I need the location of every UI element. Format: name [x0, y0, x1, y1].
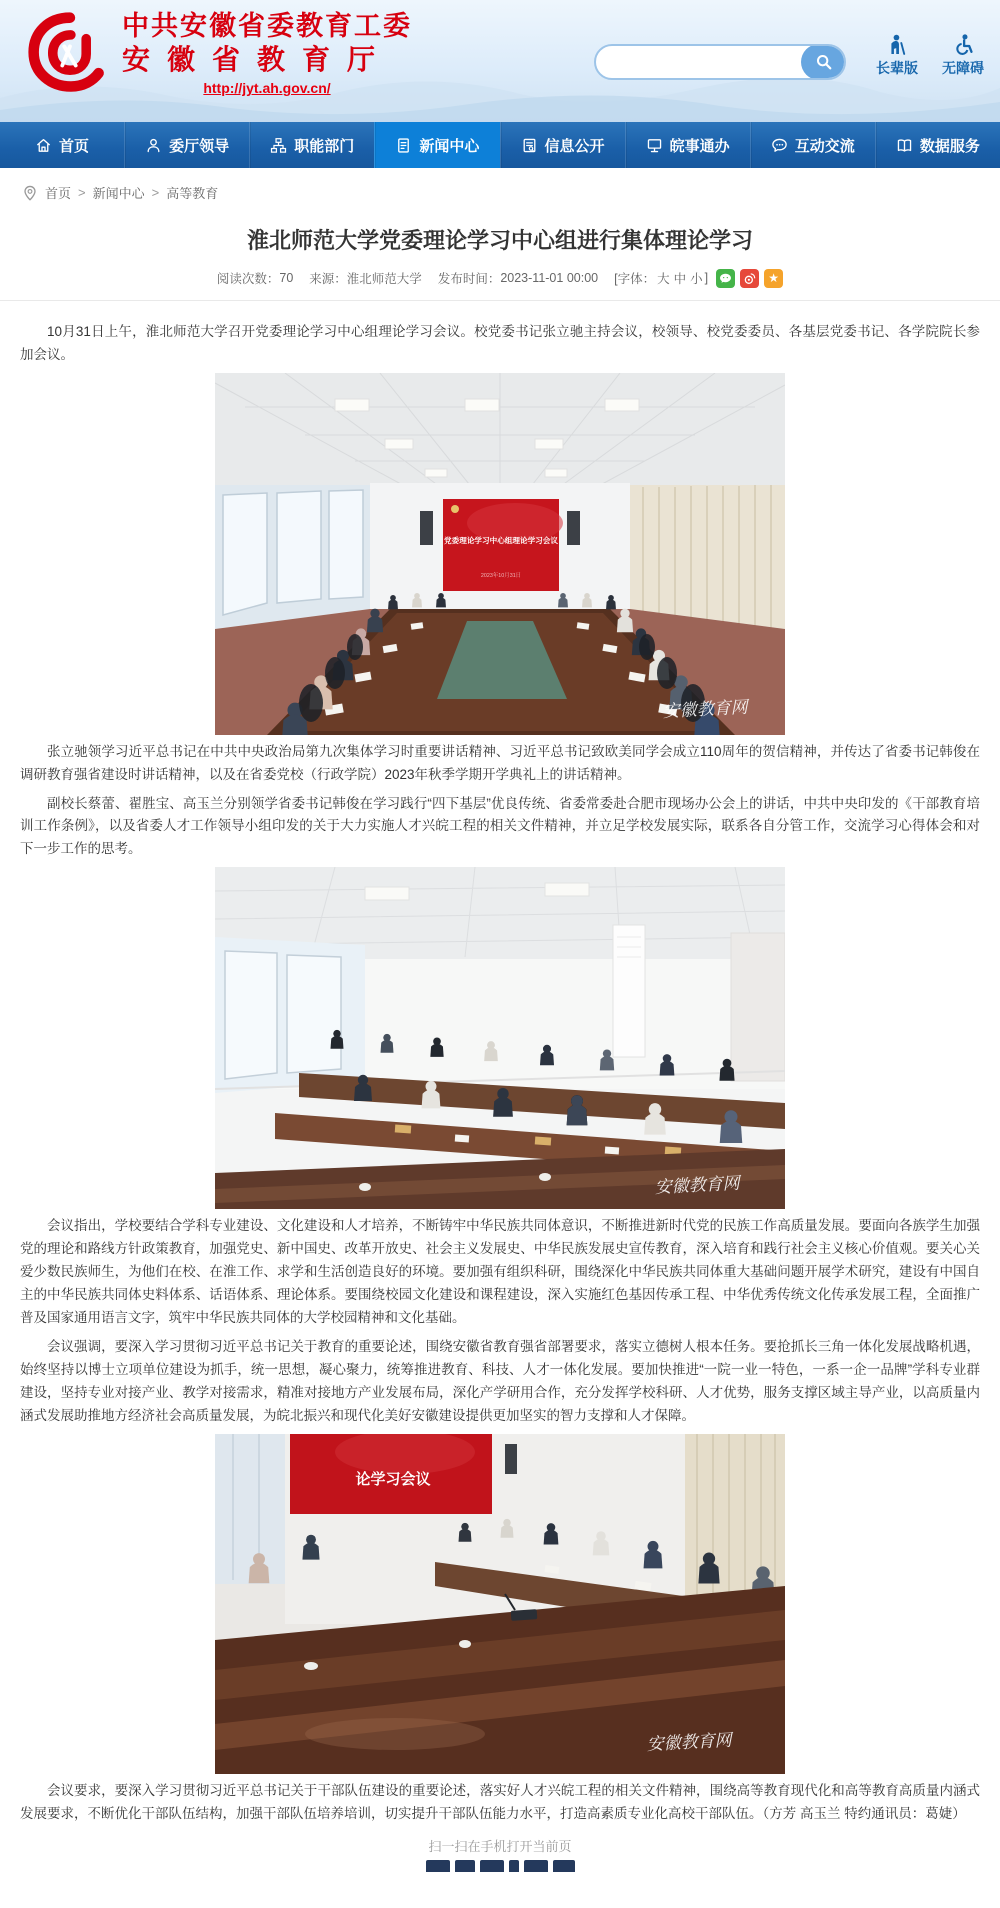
font-size-medium-button[interactable]: 中 — [673, 272, 687, 287]
breadcrumb — [0, 168, 1000, 210]
elder-version-label: 长辈版 — [876, 60, 918, 76]
nav-item-services[interactable] — [625, 122, 750, 168]
nav-label: 新闻中心 — [419, 137, 480, 155]
nav-label: 数据服务 — [919, 137, 980, 155]
breadcrumb-news[interactable]: 新闻中心 — [92, 186, 145, 201]
monitor-icon — [646, 137, 663, 154]
font-size-suffix: ] — [704, 271, 709, 286]
share-favorite-icon[interactable]: ★ — [764, 269, 783, 288]
person-icon — [145, 137, 162, 154]
article-photo-3 — [215, 1434, 785, 1774]
nav-item-departments[interactable] — [249, 122, 374, 168]
site-logo[interactable] — [26, 10, 412, 98]
paragraph-3: 副校长蔡蕾、翟胜宝、高玉兰分别领学省委书记韩俊在学习践行“四下基层”优良传统、省委常委赴合肥市现场办公会上的讲话，中共中央印发的《干部教育培训工作条例》，以及省委人才工作领导小组印发的关于大力实施人才兴皖工程的相关文件精神，并立足学校发展实际，联系各自分管工作，交流学习心得体会和对下一步工作的思考。 — [20, 795, 980, 857]
photo1-banner-date: 2023年10月31日 — [480, 572, 522, 579]
accessibility-label: 无障碍 — [942, 60, 984, 76]
nav-label: 职能部门 — [294, 137, 355, 155]
paragraph-4: 会议指出，学校要结合学科专业建设、文化建设和人才培养，不断铸牢中华民族共同体意识，不断推进新时代党的民族工作高质量发展。要面向各族学生加强党的理论和路线方针政策教育，加强党史、新中国史、改革开放史、社会主义发展史、中华民族发展史宣传教育，深入培育和践行社会主义核心价值观。要关心关爱少数民族师生，为他们在校、在淮工作、求学和生活创造良好的环境。要加强有组织科研，围绕深化中华民族共同体重大基础问题开展学术研究，建设有中国自主的中华民族共同体史料体系、话语体系、理论体系。要围绕校园文化建设和课程建设，深入实施红色基因传承工程、中华优秀传统文化传承发展工程，全面推广普及国家通用语言文字，筑牢中华民族共同体的大学校园精神和文化基础。 — [20, 1218, 980, 1326]
nav-item-information[interactable] — [500, 122, 625, 168]
photo3-watermark: 安徽教育网 — [646, 1730, 733, 1754]
org-name-line1: 中共安徽省委教育工委 — [122, 11, 412, 41]
search-button[interactable] — [801, 44, 846, 80]
photo3-banner-text: 论学习会议 — [355, 1470, 431, 1488]
nav-label: 委厅领导 — [169, 137, 230, 155]
breadcrumb-separator: > — [151, 185, 160, 200]
site-header — [0, 0, 1000, 122]
search-input[interactable] — [596, 46, 801, 78]
nav-label: 皖事通办 — [669, 137, 730, 155]
publish-time-value: 2023-11-01 00:00 — [500, 271, 599, 286]
paragraph-6: 会议要求，要深入学习贯彻习近平总书记关于干部队伍建设的重要论述，落实好人才兴皖工程的相关文件精神，围绕高等教育现代化和高等教育高质量内涵式发展要求，不断优化干部队伍结构，加强干部队伍培养培训，切实提升干部队伍能力水平，打造高素质专业化高校干部队伍。（方芳 高玉兰 特约通讯员：葛婕） — [20, 1782, 980, 1821]
article-meta — [20, 269, 980, 288]
news-document-icon — [395, 137, 412, 154]
chat-bubble-icon — [771, 137, 788, 154]
site-url-link[interactable]: http://jyt.ah.gov.cn/ — [203, 80, 331, 97]
article-photo-2 — [215, 867, 785, 1209]
cutoff-footer-fragment — [20, 1860, 980, 1872]
share-wechat-icon[interactable] — [716, 269, 735, 288]
views-count: 70 — [279, 271, 294, 286]
breadcrumb-home[interactable]: 首页 — [45, 186, 72, 201]
article-title: 淮北师范大学党委理论学习中心组进行集体理论学习 — [246, 228, 753, 253]
nav-item-data[interactable] — [875, 122, 1000, 168]
font-size-prefix: [字体： — [614, 272, 656, 287]
photo1-banner-text: 党委理论学习中心组理论学习会议 — [444, 535, 558, 545]
accessibility-links — [876, 34, 984, 78]
location-pin-icon — [22, 185, 38, 201]
source-label: 来源： — [309, 272, 347, 287]
org-chart-icon — [270, 137, 287, 154]
open-book-icon — [896, 137, 913, 154]
nav-label: 信息公开 — [544, 137, 605, 155]
nav-label: 互动交流 — [794, 137, 855, 155]
attendees-photo-illustration — [215, 867, 785, 1209]
main-nav — [0, 122, 1000, 168]
wheelchair-icon — [953, 34, 974, 55]
source-value: 淮北师范大学 — [346, 272, 422, 287]
font-size-large-button[interactable]: 大 — [657, 272, 670, 287]
info-list-icon — [521, 137, 538, 154]
nav-item-interaction[interactable] — [750, 122, 875, 168]
publish-time-label: 发布时间： — [437, 272, 501, 287]
views-label: 阅读次数： — [216, 272, 280, 287]
search-icon — [815, 53, 833, 71]
elder-version-link[interactable] — [876, 34, 918, 78]
nav-item-leaders[interactable] — [124, 122, 249, 168]
elder-person-icon — [887, 34, 908, 55]
nav-label: 首页 — [59, 137, 90, 155]
article-photo-1 — [215, 373, 785, 735]
font-size-small-button[interactable]: 小 — [690, 272, 703, 287]
paragraph-2: 张立驰领学习近平总书记在中共中央政治局第九次集体学习时重要讲话精神、习近平总书记致欧美同学会成立110周年的贺信精神，并传达了省委书记韩俊在调研教育强省建设时讲话精神，以及在省委党校（行政学院）2023年秋季学期开学典礼上的讲话精神。 — [20, 743, 980, 782]
logo-emblem-icon — [26, 10, 112, 98]
accessibility-link[interactable] — [942, 34, 984, 78]
meta-divider — [0, 300, 1000, 301]
nav-item-home[interactable] — [0, 122, 124, 168]
home-icon — [35, 137, 52, 154]
conference-room-photo-illustration — [215, 373, 785, 735]
paragraph-5: 会议强调，要深入学习贯彻习近平总书记关于教育的重要论述，围绕安徽省教育强省部署要求，落实立德树人根本任务。要抢抓长三角一体化发展战略机遇，始终坚持以博士立项单位建设为抓手，统一思想，凝心聚力，统筹推进教育、科技、人才一体化发展。要加快推进“一院一业一特色，一系一企一品牌”学科专业群建设，坚持专业对接产业、教学对接需求，精准对接地方产业发展布局，深化产学研用合作，充分发挥学校科研、人才优势，服务支撑区域主导产业，以高质量内涵式发展助推地方经济社会高质量发展，为皖北振兴和现代化美好安徽建设提供更加坚实的智力支撑和人才保障。 — [20, 1339, 980, 1423]
nav-item-news-active[interactable] — [374, 122, 499, 168]
breadcrumb-higher-education[interactable]: 高等教育 — [166, 186, 219, 201]
org-name-line2: 安徽省教育厅 — [122, 44, 393, 76]
meeting-table-photo-illustration — [215, 1434, 785, 1774]
photo1-watermark: 安徽教育网 — [662, 697, 749, 721]
article — [0, 226, 1000, 1872]
photo2-watermark: 安徽教育网 — [654, 1173, 741, 1198]
scan-qr-tip: 扫一扫在手机打开当前页 — [428, 1838, 572, 1854]
breadcrumb-separator: > — [78, 185, 86, 200]
paragraph-1: 10月31日上午，淮北师范大学召开党委理论学习中心组理论学习会议。校党委书记张立驰主持会议，校领导、校党委委员、各基层党委书记、各学院院长参加会议。 — [20, 323, 980, 362]
site-search — [594, 44, 846, 80]
share-weibo-icon[interactable] — [740, 269, 759, 288]
